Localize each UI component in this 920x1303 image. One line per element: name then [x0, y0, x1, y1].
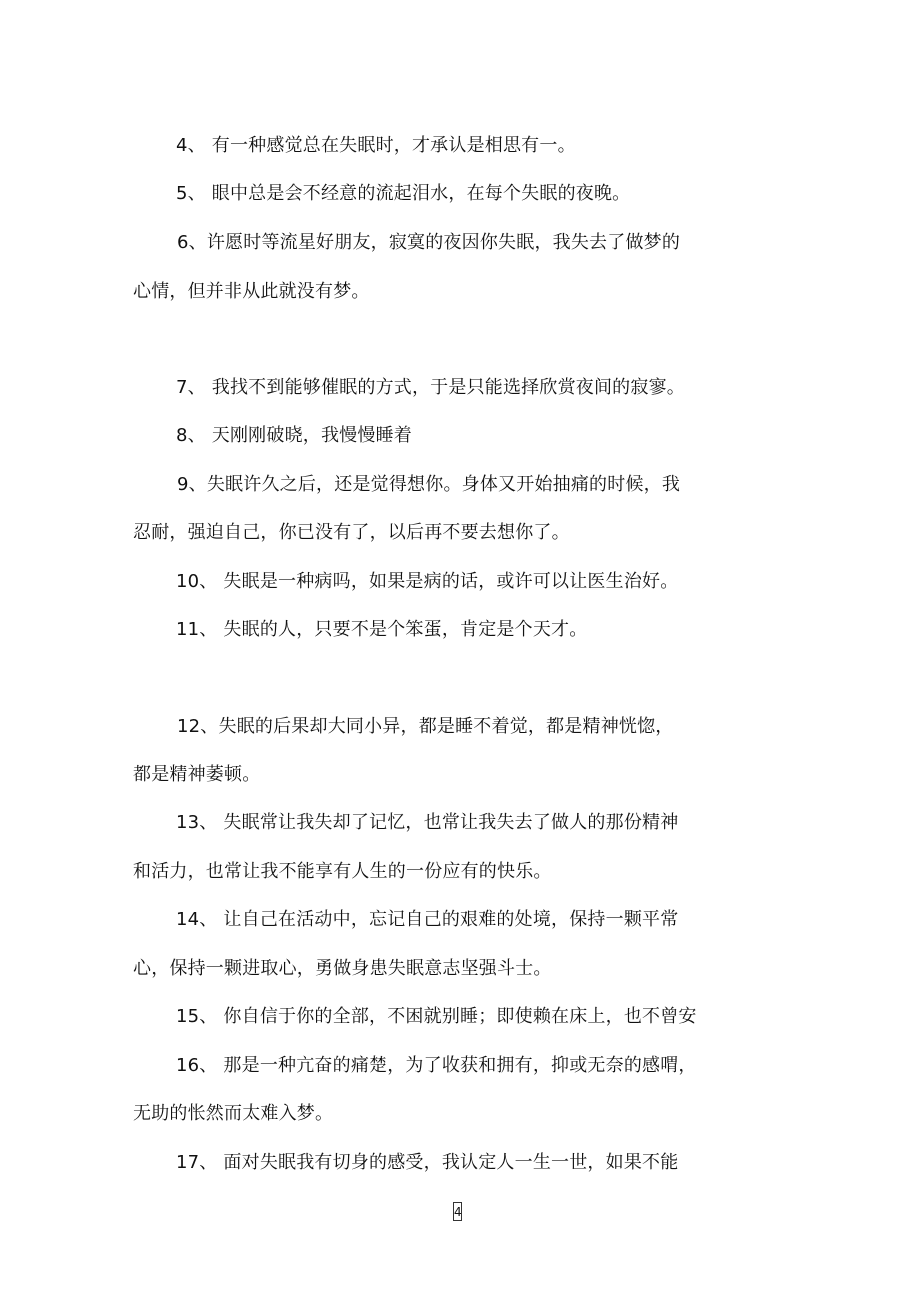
text-line-item-6: 6、许愿时等流星好朋友，寂寞的夜因你失眠，我失去了做梦的	[177, 232, 681, 253]
text-line-item-14-cont: 心，保持一颗进取心，勇做身患失眠意志坚强斗士。	[133, 958, 552, 979]
text-line-item-5: 5、 眼中总是会不经意的流起泪水，在每个失眠的夜晚。	[176, 183, 631, 204]
text-line-item-12-cont: 都是精神萎顿。	[133, 764, 261, 785]
text-line-item-14: 14、 让自己在活动中，忘记自己的艰难的处境，保持一颗平常	[176, 909, 679, 930]
text-line-item-7: 7、 我找不到能够催眠的方式，于是只能选择欣赏夜间的寂寥。	[176, 377, 685, 398]
text-line-item-13-cont: 和活力，也常让我不能享有人生的一份应有的快乐。	[133, 861, 552, 882]
text-line-item-6-cont: 心情，但并非从此就没有梦。	[133, 281, 370, 302]
text-line-item-4: 4、 有一种感觉总在失眠时，才承认是相思有一。	[176, 135, 576, 156]
text-line-item-8: 8、 天刚刚破晓，我慢慢睡着	[176, 425, 412, 446]
page-number: 4	[453, 1202, 462, 1221]
text-line-item-16: 16、 那是一种亢奋的痛楚，为了收获和拥有，抑或无奈的感喟，	[176, 1055, 697, 1076]
text-line-item-10: 10、 失眠是一种病吗，如果是病的话，或许可以让医生治好。	[176, 571, 679, 592]
text-line-item-9-cont: 忍耐，强迫自己，你已没有了，以后再不要去想你了。	[133, 522, 570, 543]
text-line-item-9: 9、失眠许久之后，还是觉得想你。身体又开始抽痛的时候，我	[177, 474, 681, 495]
text-line-item-16-cont: 无助的怅然而太难入梦。	[133, 1103, 334, 1124]
text-line-item-12: 12、失眠的后果却大同小异，都是睡不着觉，都是精神恍惚，	[177, 716, 674, 737]
text-line-item-17: 17、 面对失眠我有切身的感受，我认定人一生一世，如果不能	[176, 1152, 679, 1173]
text-line-item-11: 11、 失眠的人，只要不是个笨蛋，肯定是个天才。	[176, 619, 588, 640]
text-line-item-13: 13、 失眠常让我失却了记忆，也常让我失去了做人的那份精神	[176, 812, 679, 833]
text-line-item-15: 15、 你自信于你的全部，不困就别睡；即使赖在床上，也不曾安	[176, 1006, 697, 1027]
